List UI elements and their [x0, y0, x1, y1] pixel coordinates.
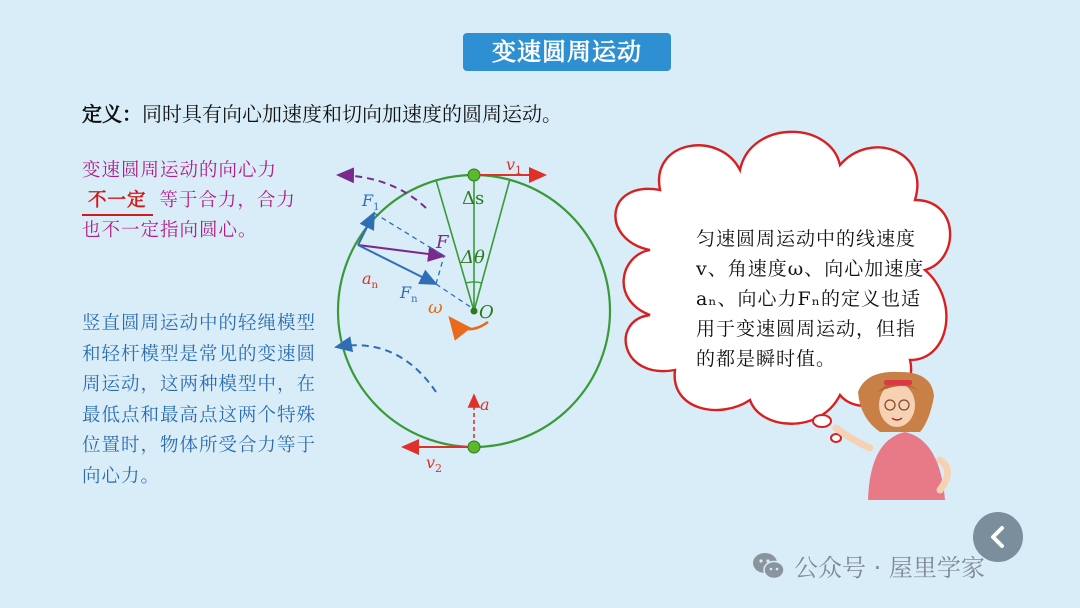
- top-point: [468, 169, 480, 181]
- wechat-icon: [752, 551, 786, 581]
- force-f1-arrow: [358, 213, 374, 245]
- f1-label: $F_1$: [362, 191, 380, 213]
- note-line-3: 也不一定指向圆心。: [82, 220, 258, 241]
- thought-bubble-1: [813, 415, 831, 427]
- v1-label: $v_1$: [506, 155, 523, 177]
- a-label: a: [480, 395, 490, 414]
- f-label: F: [436, 232, 449, 253]
- pink-note-pointer: [338, 175, 426, 208]
- v2-label: $v_2$: [426, 453, 443, 475]
- origin-o-label: O: [479, 302, 494, 323]
- slide-title: 变速圆周运动: [463, 33, 671, 71]
- parallelogram-side: [436, 256, 444, 284]
- note-line-2-rest: 等于合力，合力: [159, 190, 296, 211]
- center-point: [471, 308, 478, 315]
- delta-s-label: Δs: [462, 188, 485, 209]
- an-label: $a_n$: [362, 269, 378, 291]
- delta-theta-label: Δθ: [461, 247, 485, 268]
- omega-label: ω: [428, 297, 443, 318]
- cloud-explanation: 匀速圆周运动中的线速度v、角速度ω、向心加速度aₙ、向心力Fₙ的定义也适用于变速圆周运动，但指的都是瞬时值。: [696, 228, 925, 370]
- definition-text: 同时具有向心加速度和切向加速度的圆周运动。: [142, 102, 562, 126]
- thought-bubble-2: [831, 434, 841, 442]
- note-line-1: 变速圆周运动的向心力: [82, 160, 278, 181]
- note-emphasis: 不一定: [82, 188, 153, 216]
- watermark: [752, 548, 985, 583]
- watermark-text: 公众号 · 屋里学家: [794, 554, 985, 582]
- chevron-left-icon: [986, 525, 1010, 549]
- vertical-circle-note: 竖直圆周运动中的轻绳模型和轻杆模型是常见的变速圆周运动，这两种模型中，在最低点和最高点这两个特殊位置时，物体所受合力等于向心力。: [82, 313, 317, 487]
- fn-label: $F_n$: [400, 283, 418, 305]
- definition-label: 定义：: [82, 102, 142, 126]
- parallelogram-top: [374, 213, 444, 256]
- bottom-point: [468, 441, 480, 453]
